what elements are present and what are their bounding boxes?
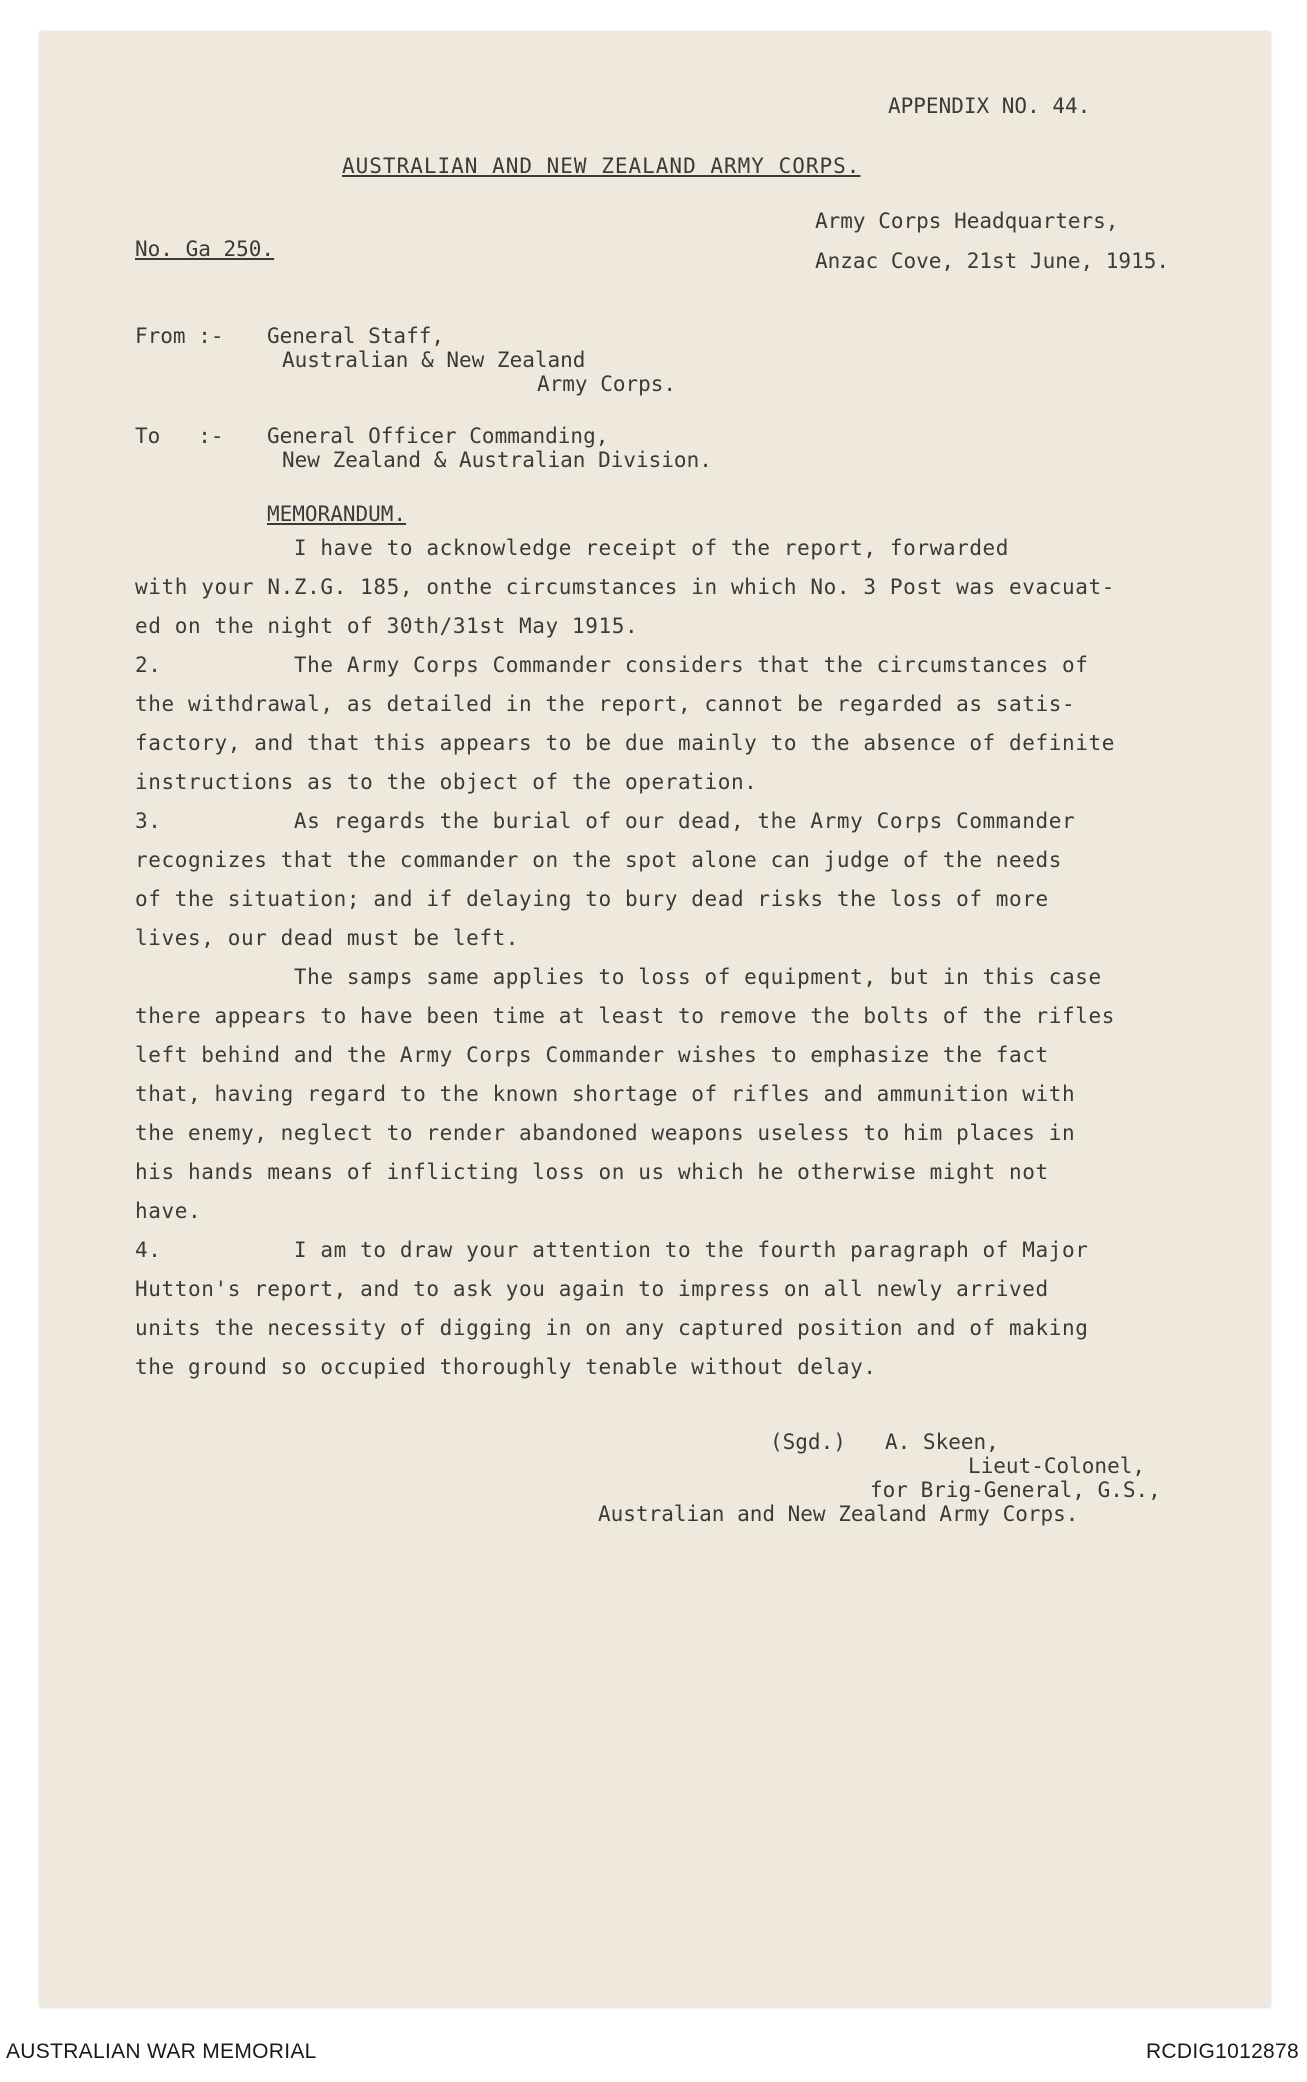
- body-line: ed on the night of 30th/31st May 1915.: [135, 614, 639, 638]
- body-line: with your N.Z.G. 185, onthe circumstances in which No. 3 Post was evacuat-: [135, 575, 1115, 599]
- body-line: the ground so occupied thoroughly tenable without delay.: [135, 1355, 877, 1379]
- headquarters-line: Army Corps Headquarters,: [815, 209, 1119, 233]
- body-line: The samps same applies to loss of equipment, but in this case: [135, 965, 1102, 989]
- body-line: I have to acknowledge receipt of the report, forwarded: [135, 536, 1010, 560]
- body-line: that, having regard to the known shortage of rifles and ammunition with: [135, 1082, 1076, 1106]
- from-line-2: Australian & New Zealand: [282, 348, 586, 372]
- to-label: To :-: [135, 424, 224, 448]
- appendix-number: APPENDIX NO. 44.: [888, 94, 1091, 118]
- from-line-3: Army Corps.: [537, 372, 677, 396]
- body-line: have.: [135, 1199, 202, 1223]
- document-page: [40, 32, 1270, 2007]
- footer-institution: AUSTRALIAN WAR MEMORIAL: [6, 2040, 317, 2063]
- from-label: From :-: [135, 324, 224, 348]
- memorandum-heading: MEMORANDUM.: [267, 502, 407, 526]
- body-line: lives, our dead must be left.: [135, 926, 520, 950]
- body-line: of the situation; and if delaying to bury dead risks the loss of more: [135, 887, 1049, 911]
- to-line-2: New Zealand & Australian Division.: [282, 448, 712, 472]
- to-line-1: General Officer Commanding,: [267, 424, 609, 448]
- date-line: Anzac Cove, 21st June, 1915.: [815, 249, 1170, 273]
- body-line: units the necessity of digging in on any captured position and of making: [135, 1316, 1089, 1340]
- footer-item-id: RCDIG1012878: [1145, 2040, 1299, 2063]
- document-title: AUSTRALIAN AND NEW ZEALAND ARMY CORPS.: [342, 154, 861, 178]
- body-line: instructions as to the object of the operation.: [135, 770, 758, 794]
- reference-number: No. Ga 250.: [135, 237, 275, 261]
- body-line: the withdrawal, as detailed in the report, cannot be regarded as satis-: [135, 692, 1076, 716]
- body-line: recognizes that the commander on the spot alone can judge of the needs: [135, 848, 1063, 872]
- body-line: factory, and that this appears to be due mainly to the absence of definite: [135, 731, 1115, 755]
- body-line: Hutton's report, and to ask you again to impress on all newly arrived: [135, 1277, 1049, 1301]
- signature-name: A. Skeen,: [885, 1430, 999, 1454]
- signature-for-line: for Brig-General, G.S.,: [870, 1478, 1161, 1502]
- body-line: 2. The Army Corps Commander considers that the circumstances of: [135, 653, 1089, 677]
- body-line: the enemy, neglect to render abandoned weapons useless to him places in: [135, 1121, 1076, 1145]
- signature-unit: Australian and New Zealand Army Corps.: [598, 1502, 1079, 1526]
- signature-rank: Lieut-Colonel,: [968, 1454, 1146, 1478]
- from-line-1: General Staff,: [267, 324, 445, 348]
- body-line: 4. I am to draw your attention to the fourth paragraph of Major: [135, 1238, 1089, 1262]
- body-line: left behind and the Army Corps Commander wishes to emphasize the fact: [135, 1043, 1049, 1067]
- body-line: there appears to have been time at least to remove the bolts of the rifles: [135, 1004, 1115, 1028]
- signature-sgd: (Sgd.): [770, 1430, 846, 1454]
- body-line: 3. As regards the burial of our dead, the Army Corps Commander: [135, 809, 1076, 833]
- body-line: his hands means of inflicting loss on us which he otherwise might not: [135, 1160, 1049, 1184]
